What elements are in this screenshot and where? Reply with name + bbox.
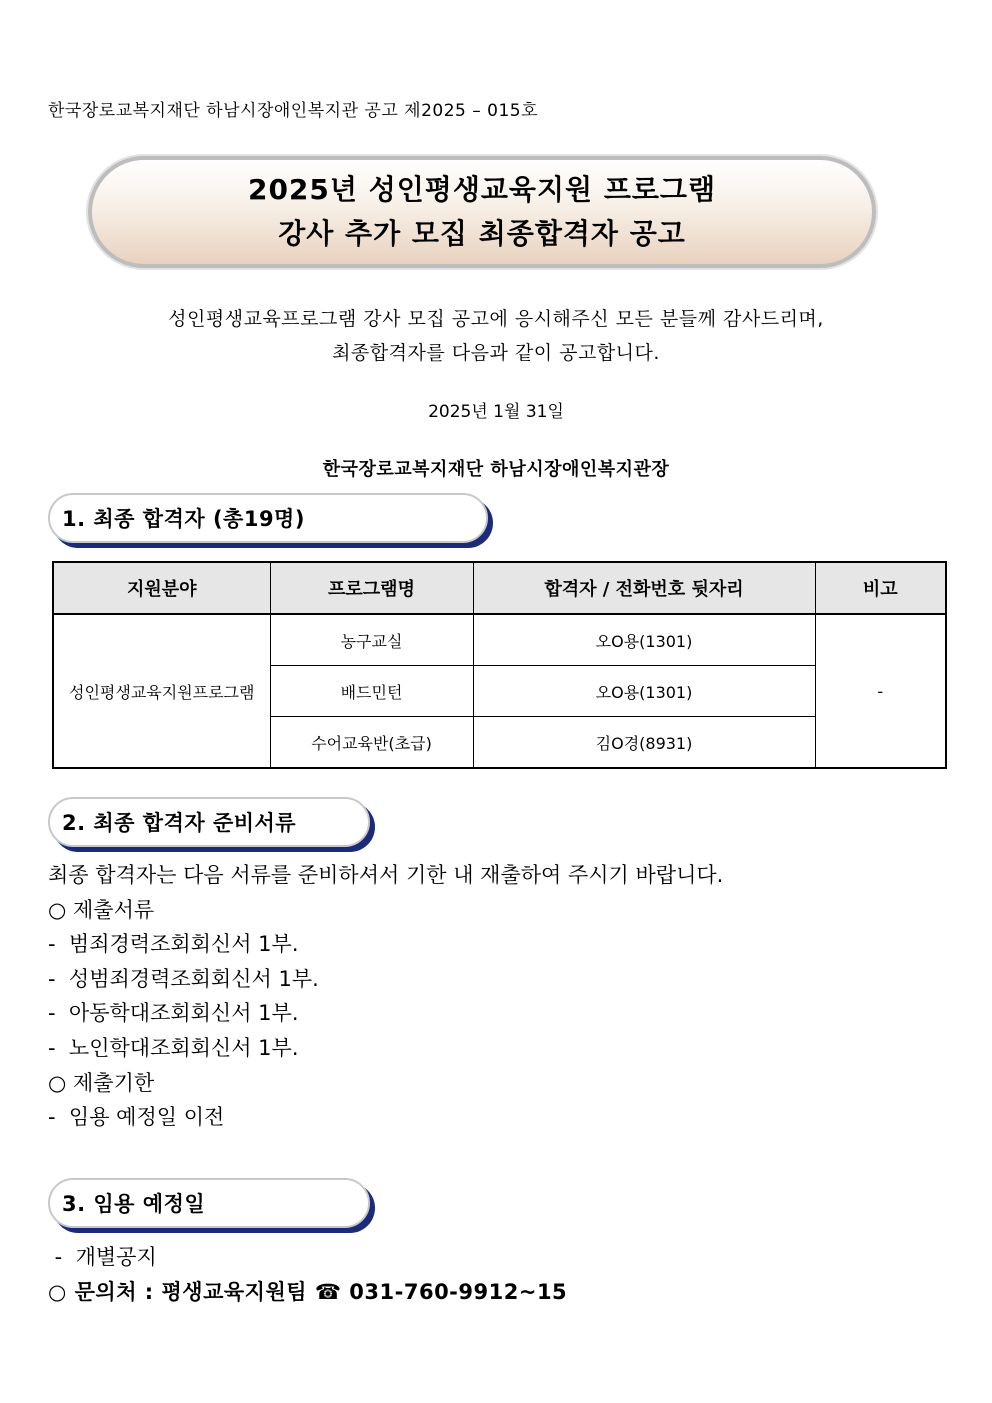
notice-number: 한국장로교복지재단 하남시장애인복지관 공고 제2025 – 015호 [48,101,539,121]
section-1-heading: 1. 최종 합격자 (총19명) [48,493,488,543]
appointment-date-text [48,1240,157,1274]
applicant-cell: 오O용(1301) [473,614,815,666]
body-line: ○ 제출서류 [48,897,155,922]
table-header-row [53,562,946,614]
contact-info: ○ 문의처 : 평생교육지원팀 ☎ 031-760-9912~15 [48,1280,568,1304]
body-line: - 범죄경력조회회신서 1부. [48,932,299,957]
body-line: ○ 제출기한 [48,1070,155,1095]
program-cell: 농구교실 [270,614,473,666]
notice-date: 2025년 1월 31일 [428,402,564,422]
table-header: 합격자 / 전화번호 뒷자리 [473,562,815,614]
program-cell: 배드민턴 [270,666,473,717]
table-header: 프로그램명 [270,562,473,614]
title-line-2: 강사 추가 모집 최종합격자 공고 [278,217,686,250]
organization-name: 한국장로교복지재단 하남시장애인복지관장 [322,459,670,480]
successful-applicants-table [52,561,947,769]
body-line: - 임용 예정일 이전 [48,1105,225,1130]
title-banner [88,156,876,268]
table-header: 비고 [815,562,946,614]
body-line: - 성범죄경력조회회신서 1부. [48,966,319,991]
body-line: 최종 합격자는 다음 서류를 준비하셔서 기한 내 재출하여 주시기 바랍니다. [48,863,724,887]
table-header: 지원분야 [53,562,270,614]
section-3-heading: 3. 임용 예정일 [48,1178,370,1228]
body-line: - 노인학대조회회신서 1부. [48,1035,299,1060]
title-line-1: 2025년 성인평생교육지원 프로그램 [247,173,717,206]
intro-text [0,302,992,370]
program-cell: 수어교육반(초급) [270,717,473,769]
body-line: - 아동학대조회회신서 1부. [48,1001,299,1026]
field-cell: 성인평생교육지원프로그램 [53,614,270,768]
applicant-cell: 김O경(8931) [473,717,815,769]
intro-line-1: 성인평생교육프로그램 강사 모집 공고에 응시해주신 모든 분들께 감사드리며, [168,308,824,330]
note-cell: - [815,614,946,768]
applicant-cell: 오O용(1301) [473,666,815,717]
intro-line-2: 최종합격자를 다음과 같이 공고합니다. [332,342,660,364]
section-2-heading: 2. 최종 합격자 준비서류 [48,797,370,847]
required-documents-text [48,858,723,1135]
table-row [53,614,946,666]
body-line: - 개별공지 [48,1245,157,1269]
